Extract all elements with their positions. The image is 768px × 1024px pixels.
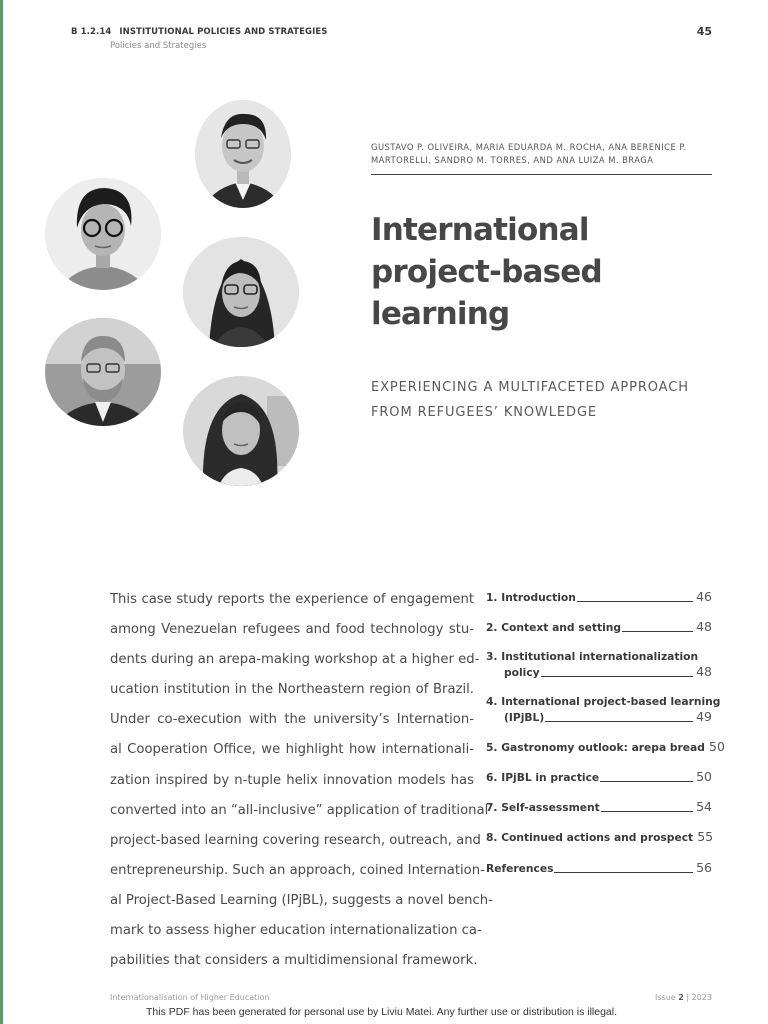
author-portrait-3 <box>183 237 299 347</box>
toc-page: 55 <box>697 829 714 844</box>
author-divider <box>371 174 712 175</box>
abstract-line: pabilities that considers a multidimensional framework. <box>110 953 478 969</box>
abstract-line: al Cooperation Office, we highlight how internationali- <box>110 742 474 758</box>
toc-leader <box>541 675 693 677</box>
author-list: GUSTAVO P. OLIVEIRA, MARIA EDUARDA M. ROCHA, ANA BERENICE P. MARTORELLI, SANDRO M. TORRES, AND ANA LUIZA M. BRAGA <box>371 142 687 165</box>
toc-leader <box>601 810 693 812</box>
toc-label: References <box>486 862 554 875</box>
toc-page: 56 <box>696 860 712 875</box>
section-title: INSTITUTIONAL POLICIES AND STRATEGIES <box>119 27 328 37</box>
abstract-line: dents during an arepa-making workshop at a higher ed- <box>110 652 480 668</box>
author-portrait-2 <box>45 178 161 290</box>
toc-page: 48 <box>696 619 712 634</box>
article-subtitle <box>371 375 711 425</box>
portrait-woman-curly-hair <box>183 376 299 486</box>
portrait-man-glasses <box>195 100 291 208</box>
toc-label: 3. Institutional internationalization <box>486 650 699 663</box>
toc-label: 5. Gastronomy outlook: arepa bread <box>486 741 705 754</box>
title-line-3: learning <box>371 296 510 332</box>
footer-issue <box>655 993 712 1002</box>
running-header <box>71 27 335 37</box>
toc-page: 49 <box>696 709 712 724</box>
toc-leader <box>622 630 693 632</box>
abstract-line: entrepreneurship. Such an approach, coined Internation- <box>110 862 485 878</box>
toc-item-context[interactable] <box>486 620 712 634</box>
toc-label: 8. Continued actions and prospect <box>486 831 694 844</box>
footer-year: 2023 <box>691 993 712 1002</box>
section-code: B 1.2.14 <box>71 27 112 37</box>
abstract-line: project-based learning covering research, outreach, and <box>110 832 481 848</box>
footer-issue-number: 2 <box>678 993 684 1002</box>
footer-separator: | <box>686 993 690 1002</box>
footer-issue-label: Issue <box>655 993 676 1002</box>
abstract-line: al Project-Based Learning (IPjBL), suggests a novel bench- <box>110 892 493 908</box>
abstract-line: converted into an “all-inclusive” application of traditional <box>110 802 489 818</box>
footer-journal: Internationalisation of Higher Education <box>110 993 270 1002</box>
toc-leader <box>545 720 693 722</box>
toc-item-institutional-policy[interactable] <box>486 650 712 682</box>
article-title <box>371 209 701 335</box>
toc-page: 50 <box>696 769 712 784</box>
toc-page: 54 <box>696 799 712 814</box>
toc-item-references[interactable] <box>486 861 712 875</box>
toc-label: 4. International project-based learning <box>486 695 721 708</box>
toc-label: 6. IPjBL in practice <box>486 771 600 784</box>
abstract <box>110 585 493 976</box>
abstract-line: This case study reports the experience of engagement <box>110 592 474 607</box>
toc-page: 46 <box>696 589 712 604</box>
author-portrait-1 <box>195 100 291 208</box>
left-accent-rule <box>0 0 3 1024</box>
toc-label: 7. Self-assessment <box>486 801 600 814</box>
toc-leader <box>554 871 693 873</box>
toc-page: 50 <box>709 739 725 754</box>
pdf-personal-use-notice: This PDF has been generated for personal use by Liviu Matei. Any further use or distribution is illegal. <box>146 1006 617 1018</box>
subtitle-line-2: FROM REFUGEES’ KNOWLEDGE <box>371 405 598 420</box>
toc-leader <box>600 780 693 782</box>
portrait-man-beard <box>45 318 161 426</box>
toc-label: 2. Context and setting <box>486 621 622 634</box>
abstract-line: mark to assess higher education internationalization ca- <box>110 923 482 939</box>
toc-leader <box>577 600 693 602</box>
toc-item-gastronomy[interactable] <box>486 739 725 754</box>
toc-label-continued: policy <box>504 666 540 679</box>
abstract-line: ucation institution in the Northeastern region of Brazil. <box>110 682 474 698</box>
toc-label-continued: (IPjBL) <box>504 711 545 724</box>
author-portrait-4 <box>45 318 161 426</box>
toc-item-ipjbl[interactable] <box>486 695 721 727</box>
portrait-person-glasses <box>45 178 161 290</box>
title-line-1: International <box>371 212 589 248</box>
page-number: 45 <box>696 25 712 38</box>
subsection-title: Policies and Strategies <box>110 41 207 51</box>
abstract-line: zation inspired by n-tuple helix innovation models has <box>110 772 474 788</box>
toc-page: 48 <box>696 664 712 679</box>
abstract-line: among Venezuelan refugees and food technology stu- <box>110 622 474 638</box>
toc-item-ipjbl-practice[interactable] <box>486 770 712 784</box>
toc-item-continued-actions[interactable] <box>486 830 712 844</box>
abstract-line: Under co-execution with the university’s Internation- <box>110 712 474 728</box>
toc-item-self-assessment[interactable] <box>486 800 712 814</box>
subtitle-line-1: EXPERIENCING A MULTIFACETED APPROACH <box>371 380 689 395</box>
toc-label: 1. Introduction <box>486 591 576 604</box>
toc-item-introduction[interactable] <box>486 590 712 604</box>
portrait-woman-glasses <box>183 237 299 347</box>
title-line-2: project-based <box>371 254 602 290</box>
author-portrait-5 <box>183 376 299 486</box>
